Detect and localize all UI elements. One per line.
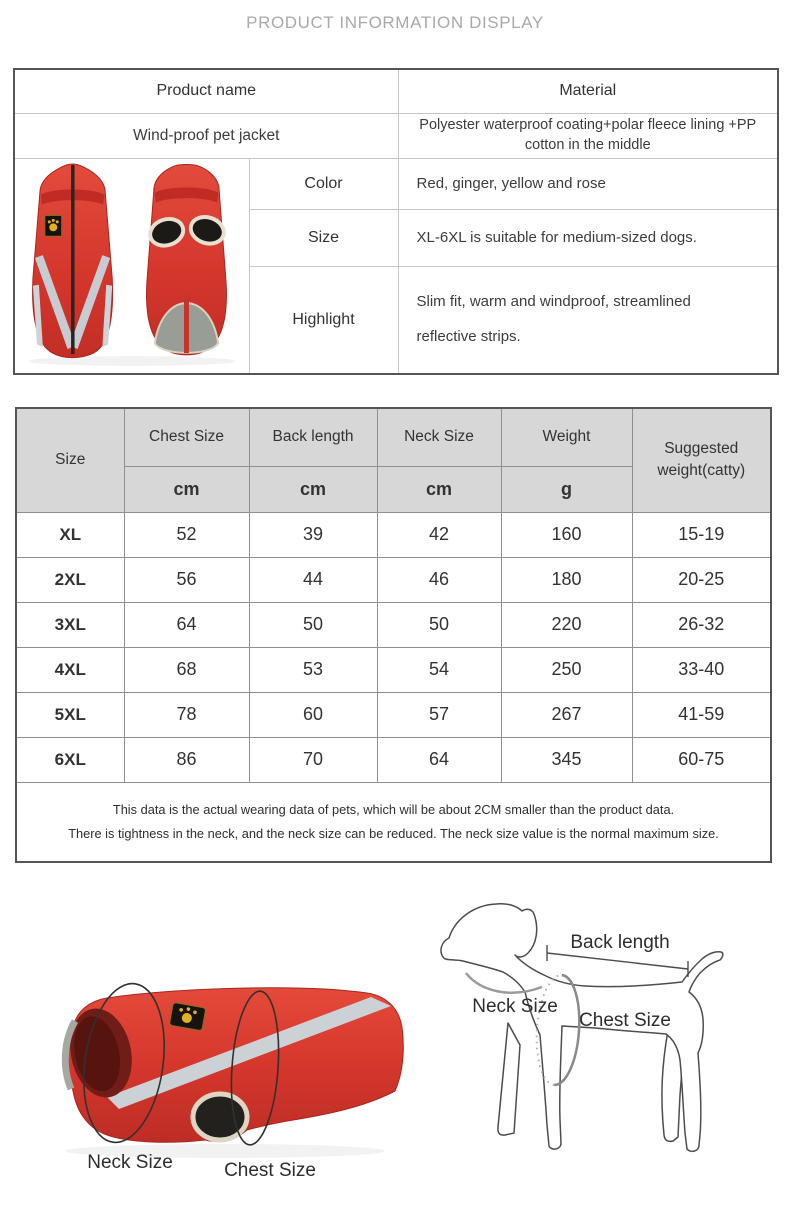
size-cell: 2XL [16, 557, 124, 602]
note-line-2: There is tightness in the neck, and the neck size can be reduced. The neck size value is the normal maximum size. [68, 826, 719, 842]
color-row-value: Red, ginger, yellow and rose [398, 158, 778, 209]
back-cell: 70 [249, 737, 377, 782]
zipper [71, 164, 74, 353]
material-value: Polyester waterproof coating+polar fleece lining +PP cotton in the middle [398, 113, 778, 158]
color-row-label: Color [249, 158, 398, 209]
size-cell: XL [16, 512, 124, 557]
size-note-row [16, 782, 771, 862]
back-cell: 44 [249, 557, 377, 602]
col-header-size: Size [16, 408, 124, 512]
dog-chest-size-label: Chest Size [579, 1010, 671, 1031]
measurement-diagram-section [0, 890, 790, 1217]
material-header: Material [398, 69, 778, 113]
col-header-weight: Weight [501, 408, 632, 466]
jacket-side-photo [15, 945, 415, 1175]
suggested-cell: 15-19 [632, 512, 771, 557]
size-chart-table [15, 407, 772, 863]
info-table [13, 68, 779, 375]
suggested-cell: 33-40 [632, 647, 771, 692]
dog-neck-size-label: Neck Size [472, 996, 558, 1017]
unit-chest: cm [124, 466, 249, 512]
unit-neck: cm [377, 466, 501, 512]
size-row-5xl [16, 692, 771, 737]
weight-cell: 250 [501, 647, 632, 692]
suggested-cell: 26-32 [632, 602, 771, 647]
size-cell: 6XL [16, 737, 124, 782]
weight-cell: 160 [501, 512, 632, 557]
jacket-back-view-image [33, 163, 113, 357]
chest-cell: 68 [124, 647, 249, 692]
dog-back-length-label: Back length [570, 932, 670, 953]
size-cell: 4XL [16, 647, 124, 692]
unit-back: cm [249, 466, 377, 512]
center-strap [184, 295, 189, 352]
neck-cell: 50 [377, 602, 501, 647]
weight-cell: 345 [501, 737, 632, 782]
weight-cell: 180 [501, 557, 632, 602]
jacket-chest-size-label: Chest Size [224, 1160, 316, 1181]
neck-cell: 46 [377, 557, 501, 602]
jacket-neck-size-label: Neck Size [87, 1152, 173, 1173]
jacket-front-view-image [146, 164, 227, 354]
size-row-6xl [16, 737, 771, 782]
back-cell: 60 [249, 692, 377, 737]
back-cell: 50 [249, 602, 377, 647]
product-photo-cell [14, 158, 249, 374]
highlight-row-value: Slim fit, warm and windproof, streamlined reflective strips. [398, 266, 778, 373]
neck-cell: 54 [377, 647, 501, 692]
neck-cell: 64 [377, 737, 501, 782]
back-cell: 53 [249, 647, 377, 692]
chest-cell: 52 [124, 512, 249, 557]
dog-far-front-leg [498, 1023, 520, 1135]
chest-cell: 64 [124, 602, 249, 647]
weight-cell: 267 [501, 692, 632, 737]
suggested-cell: 20-25 [632, 557, 771, 602]
size-row-label: Size [249, 209, 398, 266]
size-note [16, 782, 771, 862]
unit-weight: g [501, 466, 632, 512]
size-row-xl [16, 512, 771, 557]
pet-jacket-product-image [15, 159, 249, 368]
col-header-back: Back length [249, 408, 377, 466]
neck-cell: 42 [377, 512, 501, 557]
weight-cell: 220 [501, 602, 632, 647]
photo-shadow [28, 356, 236, 366]
size-cell: 3XL [16, 602, 124, 647]
product-name-value: Wind-proof pet jacket [14, 113, 398, 158]
back-cell: 39 [249, 512, 377, 557]
col-header-neck: Neck Size [377, 408, 501, 466]
note-line-1: This data is the actual wearing data of pets, which will be about 2CM smaller than the product data. [112, 801, 675, 817]
size-row-3xl [16, 602, 771, 647]
col-header-suggested: Suggested weight(catty) [632, 408, 771, 512]
brand-label [45, 215, 62, 236]
paw-icon [49, 223, 57, 231]
suggested-cell: 60-75 [632, 737, 771, 782]
chest-cell: 56 [124, 557, 249, 602]
size-row-2xl [16, 557, 771, 602]
highlight-row-label: Highlight [249, 266, 398, 373]
suggested-cell: 41-59 [632, 692, 771, 737]
product-name-header: Product name [14, 69, 398, 113]
col-header-chest: Chest Size [124, 408, 249, 466]
chest-cell: 86 [124, 737, 249, 782]
size-row-value: XL-6XL is suitable for medium-sized dogs. [398, 209, 778, 266]
neck-cell: 57 [377, 692, 501, 737]
page-title: PRODUCT INFORMATION DISPLAY [246, 13, 544, 32]
size-cell: 5XL [16, 692, 124, 737]
chest-cell: 78 [124, 692, 249, 737]
size-row-4xl [16, 647, 771, 692]
